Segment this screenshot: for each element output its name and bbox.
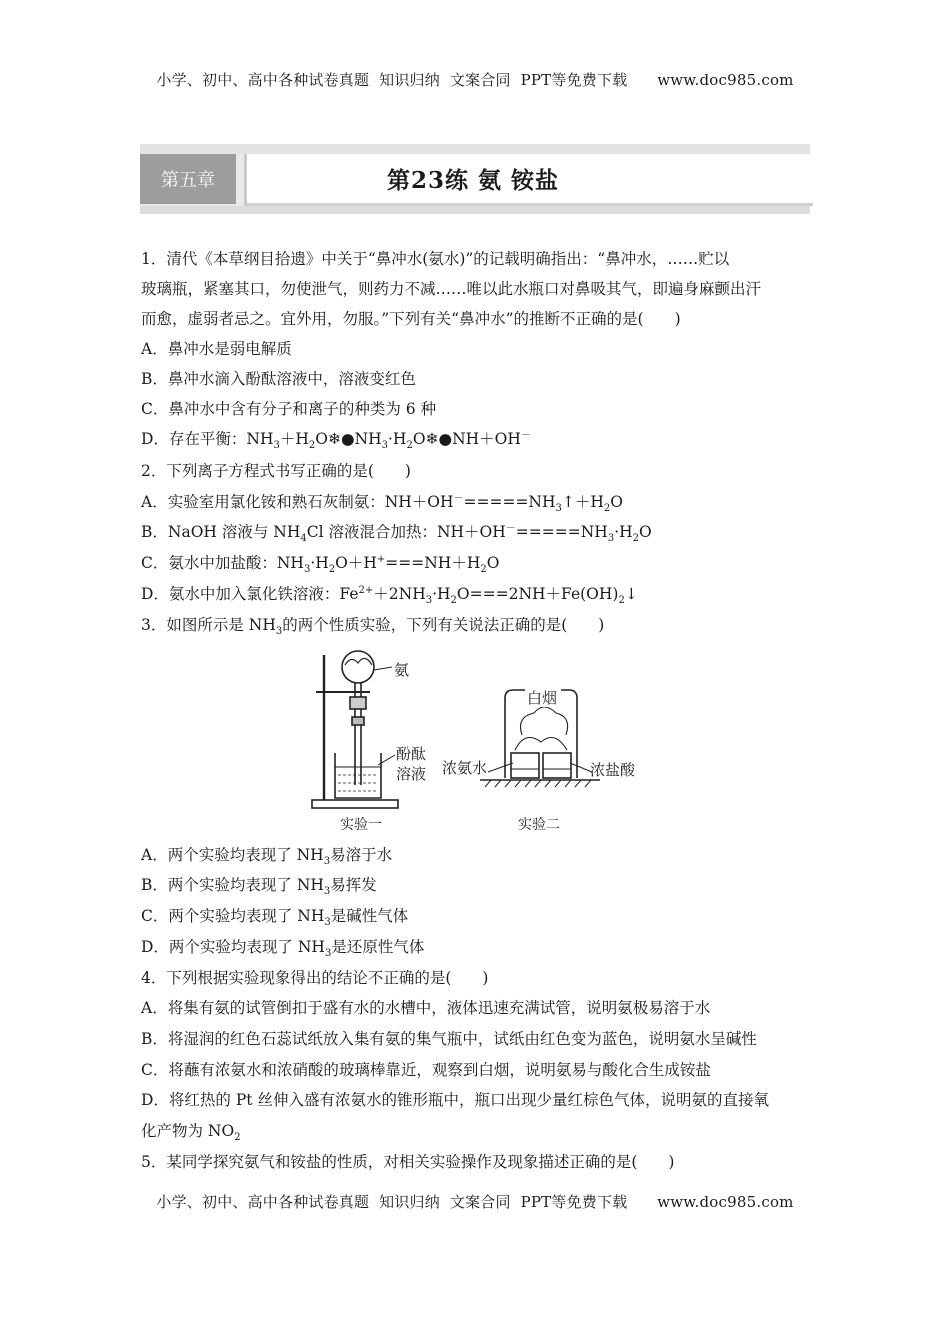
chapter-banner <box>140 144 810 214</box>
q4-stem: 4．下列根据实验现象得出的结论不正确的是( ) <box>141 969 489 987</box>
q2-option-b: B．NaOH 溶液与 $NH_4Cl$ 溶液混合加热：$NH+OH^-=====NH_3\cdot H_2O$ <box>141 522 652 545</box>
q3-option-b: B．两个实验均表现了 $NH_3$易挥发 <box>141 876 377 898</box>
q3-stem: 3．如图所示是 $NH_3$的两个性质实验，下列有关说法正确的是( ) <box>141 616 605 638</box>
clamp-pinch <box>352 717 364 725</box>
q1-stem-line-1: 1．清代《本草纲目拾遗》中关于“鼻冲水(氨水)”的记载明确指出：“鼻冲水，……贮以 <box>141 250 730 268</box>
caption-experiment-2: 实验二 <box>518 817 560 833</box>
q1-stem-line-2: 玻璃瓶，紧塞其口，勿使泄气，则药力不减……唯以此水瓶口对鼻吸其气，即遍身麻颤出汗 <box>141 280 762 298</box>
label-phenol-1: 酚酞 <box>396 745 427 763</box>
banner-bottom-bar <box>140 206 810 214</box>
page-header: 小学、初中、高中各种试卷真题 知识归纳 文案合同 PPT等免费下载 www.doc985.com <box>156 71 794 89</box>
q4-option-d-line-2: 化产物为 $NO_2$ <box>141 1122 241 1144</box>
fountain-apparatus <box>312 651 398 808</box>
stopper <box>350 697 366 709</box>
chapter-tab: 第五章 <box>140 154 236 204</box>
page-footer: 小学、初中、高中各种试卷真题 知识归纳 文案合同 PPT等免费下载 www.doc985.com <box>156 1193 794 1211</box>
white-smoke-lower <box>515 738 567 751</box>
q1-option-d: D．存在平衡：$NH_3+H_2O❄●NH_3\cdot H_2O❄●NH+OH^-$ <box>141 429 531 452</box>
q2-option-d: D．氨水中加入氯化铁溶液：$Fe^{2+}+2NH_3\cdot H_2O===2NH+Fe(OH)_2↓$ <box>141 584 638 607</box>
q4-option-d-line-1: D．将红热的 Pt 丝伸入盛有浓氨水的锥形瓶中，瓶口出现少量红棕色气体，说明氨的直接氧 <box>141 1091 769 1109</box>
q4-option-b: B．将湿润的红色石蕊试纸放入集有氨的集气瓶中，试纸由红色变为蓝色，说明氨水呈碱性 <box>141 1030 757 1048</box>
table-hatch <box>485 780 591 787</box>
beaker-liquid <box>338 775 378 791</box>
q4-option-c: C．将蘸有浓氨水和浓硝酸的玻璃棒靠近，观察到白烟，说明氨易与酸化合生成铵盐 <box>141 1061 711 1079</box>
leader-conc-hcl <box>570 763 592 772</box>
q2-stem: 2．下列离子方程式书写正确的是( ) <box>141 462 411 480</box>
title-panel <box>244 154 813 206</box>
q4-option-a: A．将集有氨的试管倒扣于盛有水的水槽中，液体迅速充满试管，说明氨极易溶于水 <box>141 999 711 1017</box>
caption-experiment-1: 实验一 <box>340 817 382 833</box>
q1-option-c: C．鼻冲水中含有分子和离子的种类为 6 种 <box>141 400 437 418</box>
beaker-hcl <box>543 753 571 778</box>
q3-option-d: D．两个实验均表现了 $NH_3$是还原性气体 <box>141 938 425 960</box>
leader-conc-ammonia <box>488 763 513 772</box>
equilibrium-symbol: ❄● <box>328 430 355 448</box>
banner-top-bar <box>140 144 810 154</box>
q1-option-b: B．鼻冲水滴入酚酞溶液中，溶液变红色 <box>141 370 416 388</box>
label-white-smoke: 白烟 <box>527 689 558 707</box>
q5-stem: 5．某同学探究氨气和铵盐的性质，对相关实验操作及现象描述正确的是( ) <box>141 1153 675 1171</box>
leader-ammonia <box>374 667 392 670</box>
q1-stem-line-3: 而愈，虚弱者忌之。宜外用，勿服。”下列有关“鼻冲水”的推断不正确的是( ) <box>141 310 681 328</box>
q2-option-c: C．氨水中加盐酸：$NH_3\cdot H_2O+H^+===NH+H_2O$ <box>141 553 500 576</box>
beaker-ammonia <box>511 753 539 778</box>
q3-option-a: A．两个实验均表现了 $NH_3$易溶于水 <box>141 846 393 868</box>
lesson-title: 第23练 氨 铵盐 <box>387 167 560 194</box>
experiment-figure <box>300 645 650 840</box>
q1-option-a: A．鼻冲水是弱电解质 <box>141 340 292 358</box>
label-conc-hcl: 浓盐酸 <box>590 761 636 779</box>
label-phenol-2: 溶液 <box>396 765 427 783</box>
fountain-spray <box>345 658 372 665</box>
q2-option-a: A．实验室用氯化铵和熟石灰制氨：$NH+OH^-=====NH_3↑+H_2O$ <box>141 492 624 515</box>
label-ammonia: 氨 <box>394 661 410 679</box>
experiment-diagram <box>300 645 650 840</box>
label-conc-ammonia: 浓氨水 <box>442 759 488 777</box>
round-flask <box>342 651 374 683</box>
stand-base <box>312 800 398 808</box>
q3-option-c: C．两个实验均表现了 $NH_3$是碱性气体 <box>141 907 409 929</box>
white-smoke <box>521 707 568 735</box>
